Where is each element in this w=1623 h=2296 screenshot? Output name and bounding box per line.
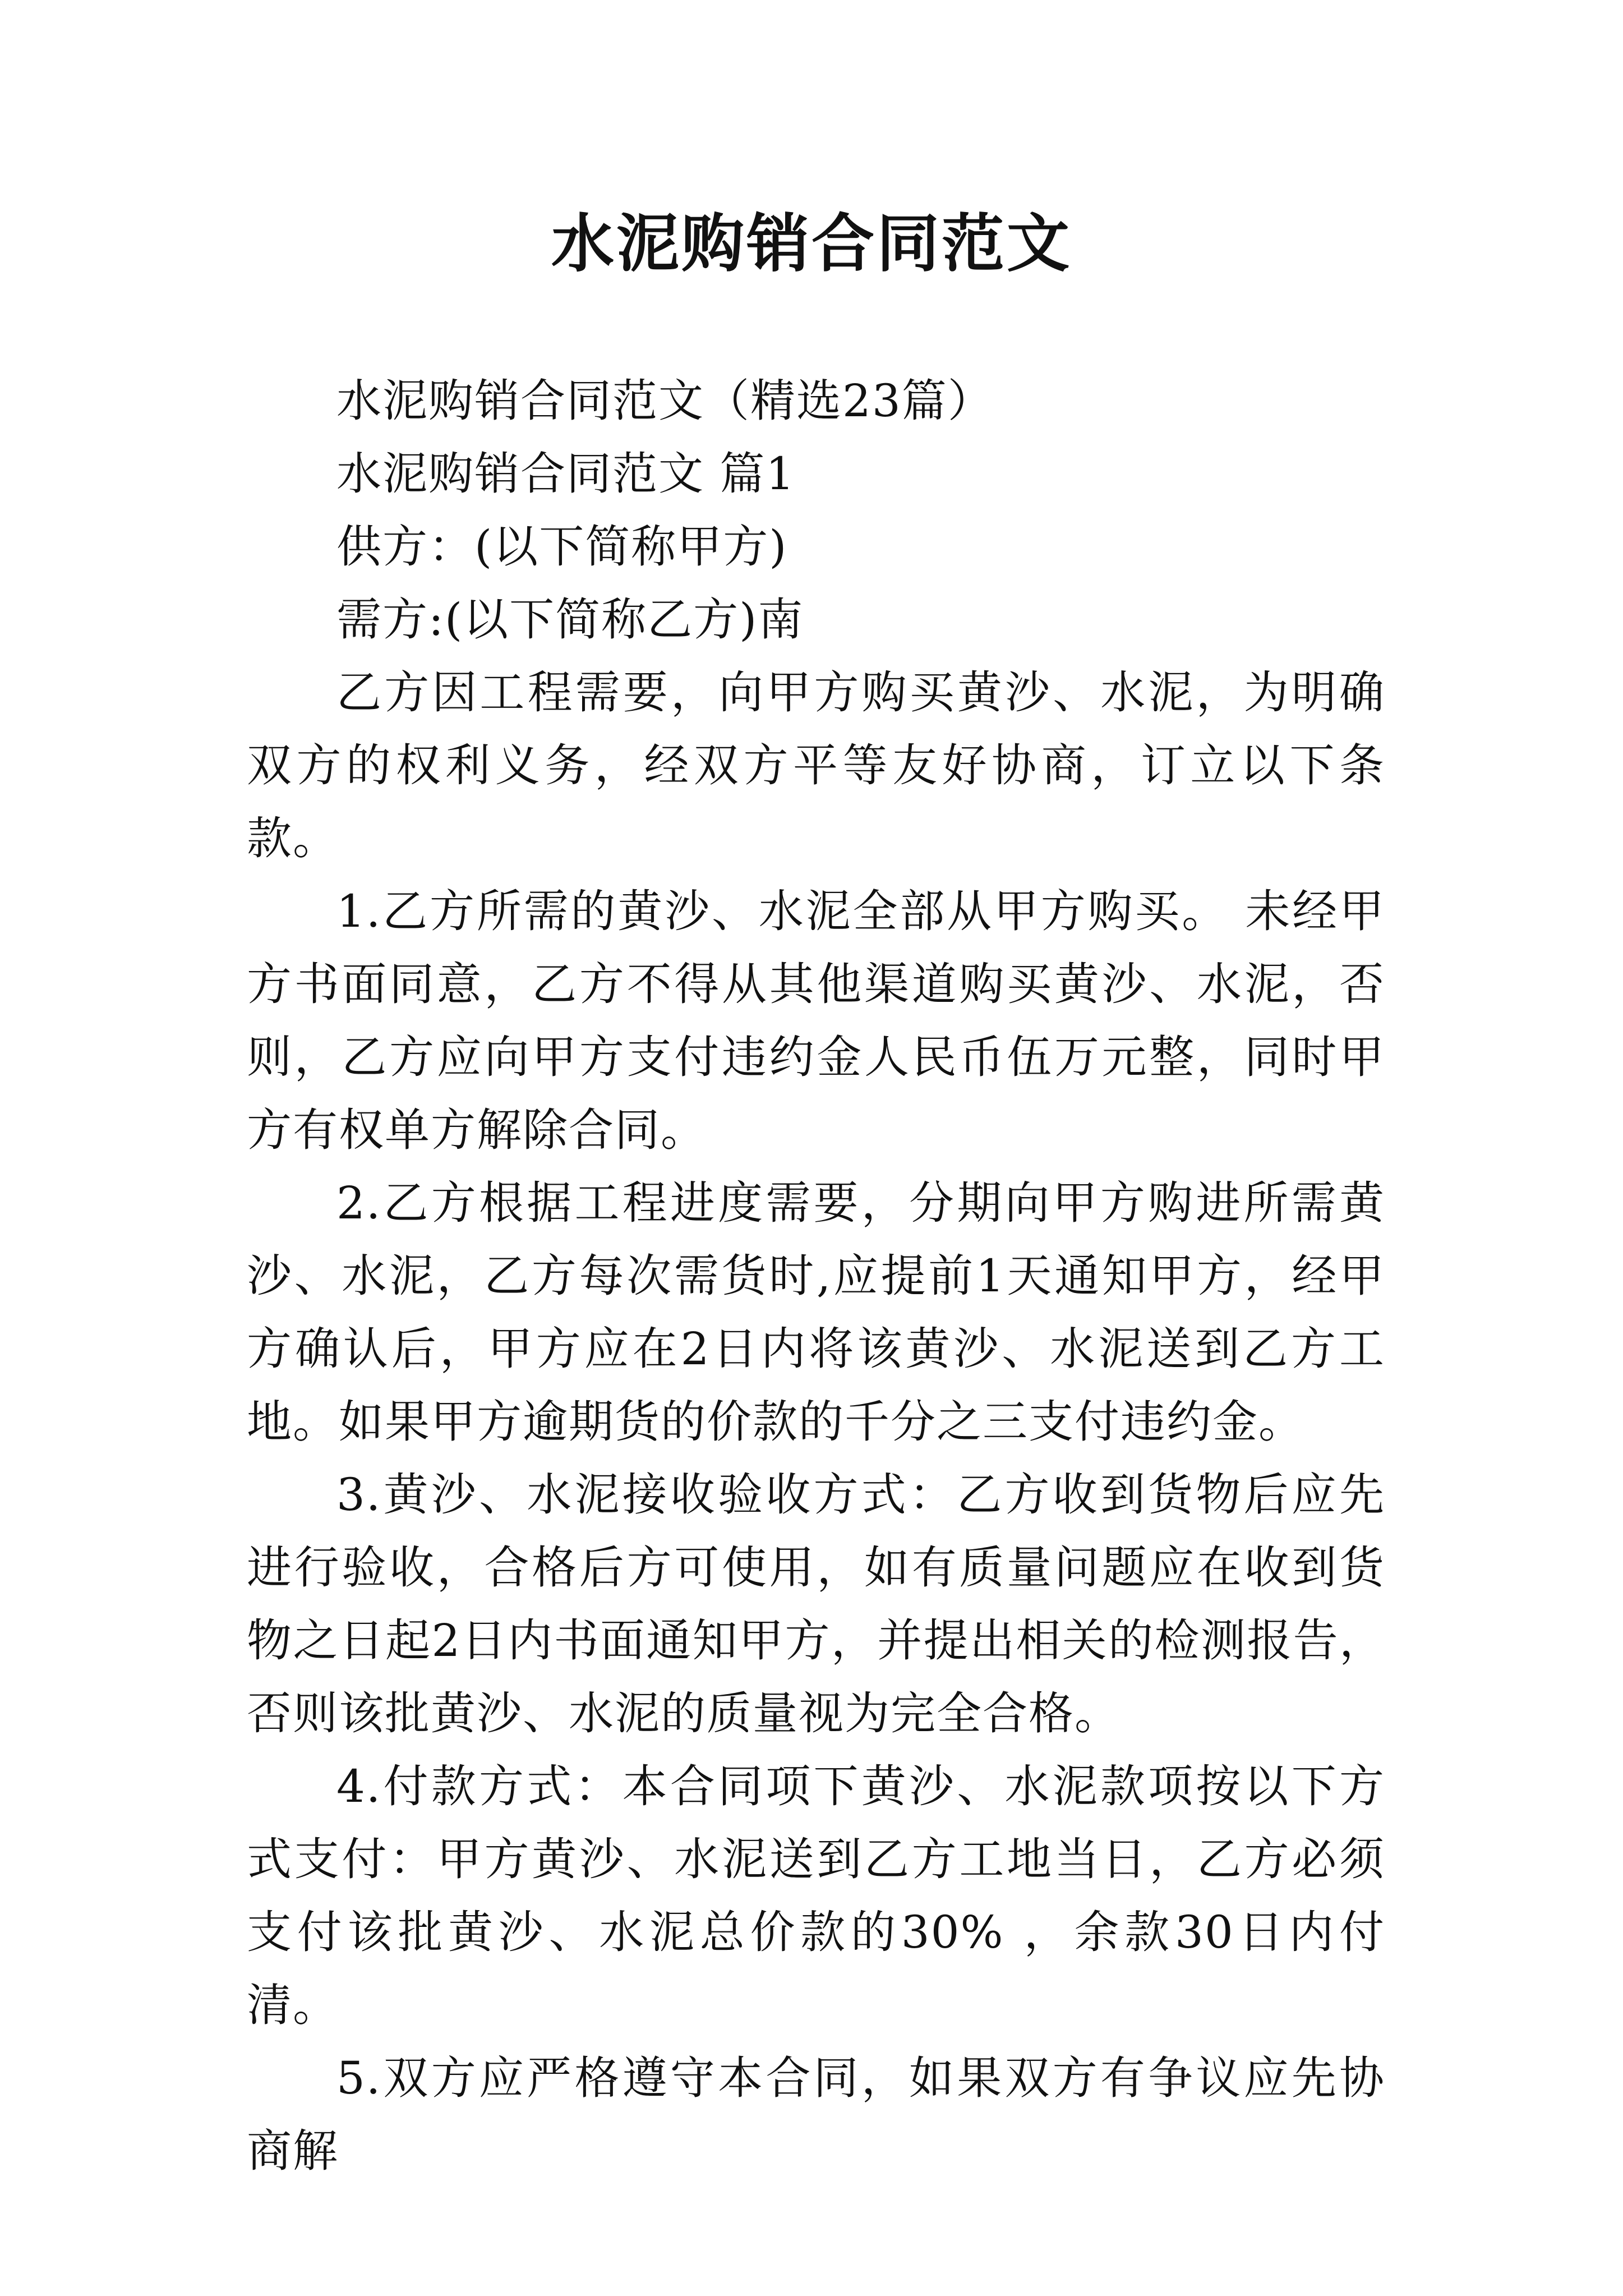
paragraph-buyer: 需方:(以下简称乙方)南 <box>336 593 804 646</box>
paragraph-clause-5: 5.双方应严格遵守本合同，如果双方有争议应先协商解 <box>247 2052 1385 2177</box>
paragraph-clause-3: 3.黄沙、水泥接收验收方式：乙方收到货物后应先进行验收，合格后方可使用，如有质量问题应在收到货物之日起2日内书面通知甲方，并提出相关的检测报告，否则该批黄沙、水泥的质量视为完全合格。 <box>247 1469 1385 1740</box>
paragraph-clause-2: 2.乙方根据工程进度需要，分期向甲方购进所需黄沙、水泥，乙方每次需货时,应提前1天通知甲方，经甲方确认后，甲方应在2日内将该黄沙、水泥送到乙方工地。如果甲方逾期货的价款的千分之三支付违约金。 <box>247 1177 1385 1448</box>
paragraph-section-heading: 水泥购销合同范文 篇1 <box>336 448 796 500</box>
document-body <box>247 365 1385 2188</box>
paragraph-supplier: 供方：(以下简称甲方) <box>336 521 788 573</box>
document-title: 水泥购销合同范文 <box>551 207 1072 280</box>
paragraph-clause-4: 4.付款方式：本合同项下黄沙、水泥款项按以下方式支付：甲方黄沙、水泥送到乙方工地当日，乙方必须支付该批黄沙、水泥总价款的30% ，余款30日内付清。 <box>247 1760 1385 2031</box>
paragraph-clause-1: 1.乙方所需的黄沙、水泥全部从甲方购买。 未经甲方书面同意，乙方不得从其他渠道购买黄沙、水泥，否则，乙方应向甲方支付违约金人民币伍万元整，同时甲方有权单方解除合同。 <box>247 885 1385 1156</box>
paragraph-preamble: 乙方因工程需要，向甲方购买黄沙、水泥，为明确双方的权利义务，经双方平等友好协商，订立以下条款。 <box>247 666 1385 864</box>
paragraph-subtitle: 水泥购销合同范文（精选23篇） <box>336 375 994 427</box>
